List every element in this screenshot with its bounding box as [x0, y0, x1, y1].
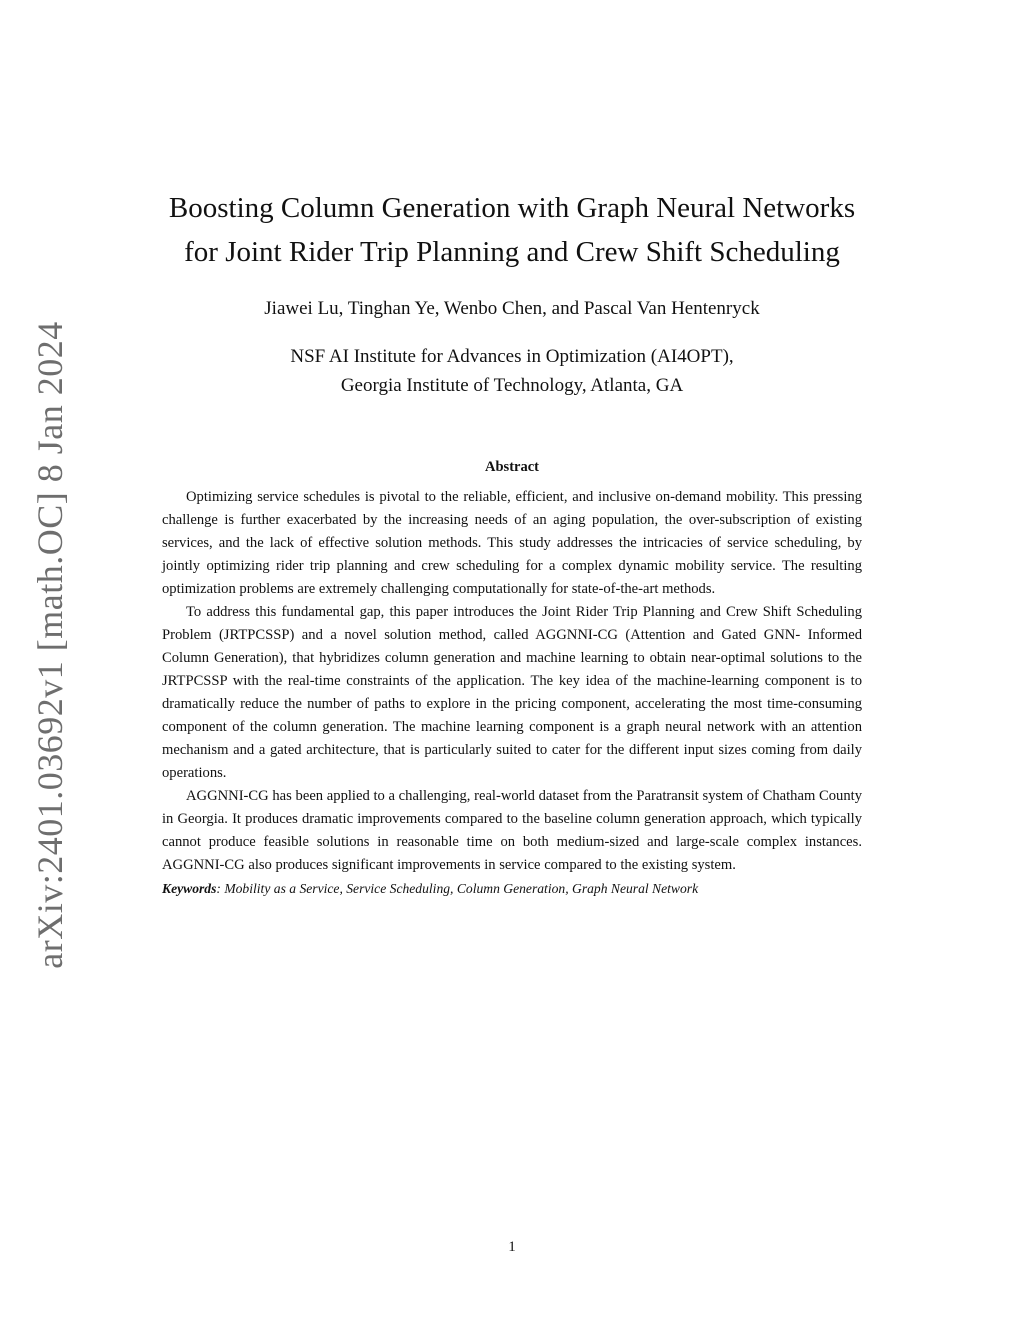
- paper-title: [162, 186, 862, 274]
- abstract-body: [162, 486, 862, 900]
- keywords-separator: :: [216, 881, 225, 896]
- keywords-line: [162, 877, 862, 900]
- abstract-paragraph: To address this fundamental gap, this paper introduces the Joint Rider Trip Planning and Crew Shift Scheduling Problem (JRTPCSSP) and a novel solution method, called AGGNNI-CG (Attention and Gated GNN- Informed Column Generation), that hybridizes column generation and machine learning to obtain near-optimal solutions to the JRTPCSSP with the real-time constraints of the application. The key idea of the machine-learning component is to dramatically reduce the number of paths to explore in the pricing component, accelerating the most time-consuming component of the column generation. The machine learning component is a graph neural network with an attention mechanism and a gated architecture, that is particularly suited to cater for the different input sizes coming from daily operations.: [162, 604, 862, 781]
- abstract-paragraph: Optimizing service schedules is pivotal to the reliable, efficient, and inclusive on-demand mobility. This pressing challenge is further exacerbated by the increasing needs of an aging population, the over-subscription of existing services, and the lack of effective solution methods. This study addresses the intricacies of service scheduling, by jointly optimizing rider trip planning and crew scheduling for a complex dynamic mobility service. The resulting optimization problems are extremely challenging computationally for state-of-the-art methods.: [162, 489, 862, 597]
- affiliation-line-1: NSF AI Institute for Advances in Optimization (AI4OPT),: [290, 346, 734, 367]
- title-line-1: Boosting Column Generation with Graph Neural Networks: [168, 192, 856, 224]
- keywords-label: Keywords: [162, 881, 217, 896]
- abstract-heading: Abstract: [485, 459, 539, 475]
- arxiv-identifier-stamp: arXiv:2401.03692v1 [math.OC] 8 Jan 2024: [30, 321, 70, 969]
- affiliation: [162, 342, 862, 400]
- keywords-text: Mobility as a Service, Service Scheduling, Column Generation, Graph Neural Network: [224, 881, 699, 896]
- affiliation-line-2: Georgia Institute of Technology, Atlanta, GA: [340, 375, 684, 396]
- author-list: Jiawei Lu, Tinghan Ye, Wenbo Chen, and Pascal Van Hentenryck: [264, 298, 760, 319]
- abstract-paragraph: AGGNNI-CG has been applied to a challenging, real-world dataset from the Paratransit system of Chatham County in Georgia. It produces dramatic improvements compared to the baseline column generation approach, which typically cannot produce feasible solutions in reasonable time on both medium-sized and large-scale complex instances. AGGNNI-CG also produces significant improvements in service compared to the existing system.: [162, 788, 862, 873]
- title-line-2: for Joint Rider Trip Planning and Crew Shift Scheduling: [184, 236, 840, 268]
- page-number: 1: [508, 1239, 516, 1255]
